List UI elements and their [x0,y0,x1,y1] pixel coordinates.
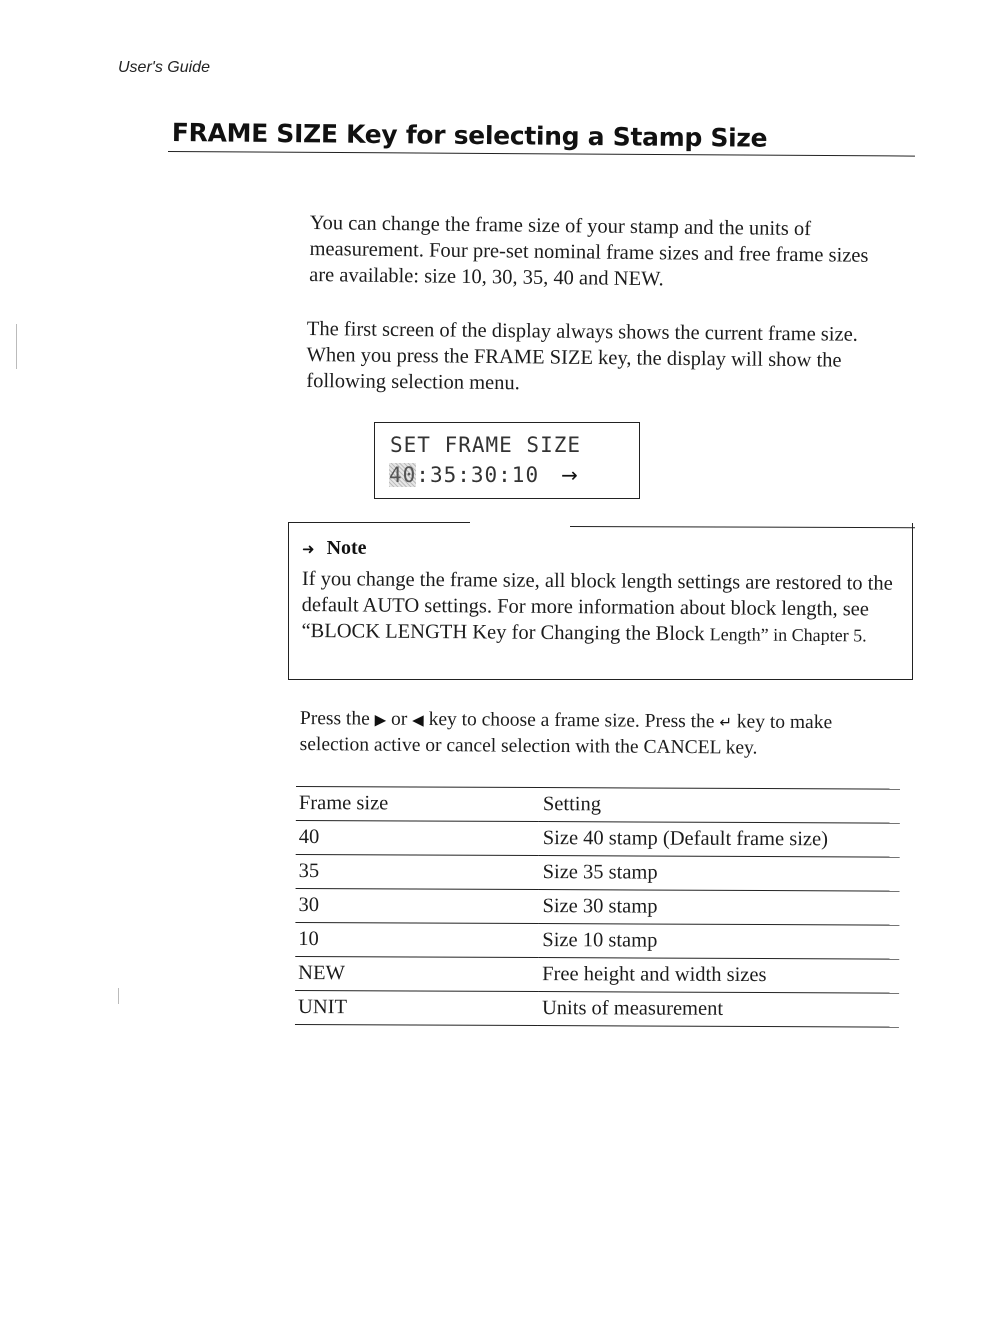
note-heading-text: Note [326,537,367,559]
setting-cell: Units of measurement [538,992,899,1028]
display-paragraph: The first screen of the display always shows the current frame size. When you press the FRAME SIZE key, the display will show the following selection menu. [306,317,858,395]
enter-key-icon: ↵ [719,713,733,732]
note-body [301,566,902,649]
instructions-part-3: key to choose a frame size. Press the [428,709,715,733]
lcd-other-sizes: :35:30:10 [416,463,540,487]
setting-cell: Size 30 stamp [538,890,899,926]
intro-paragraph: You can change the frame size of your stamp and the units of measurement. Four pre-set nominal frame sizes and free frame sizes are available: size 10, 30, 35, 40 and NEW. [309,211,869,291]
frame-size-cell: 40 [296,820,539,855]
instructions-part-4: key to make selection active or cancel selection with the CANCEL key. [299,711,833,759]
table-row [295,990,899,1027]
frame-size-cell: 30 [295,888,538,923]
instructions-paragraph [300,706,900,763]
setting-cell: Size 35 stamp [539,856,900,892]
column-header-frame-size: Frame size [296,787,539,822]
note-heading [302,537,367,560]
lcd-line-2 [389,463,579,487]
frame-size-table [295,786,900,1028]
frame-size-cell: NEW [295,956,538,991]
right-arrow-icon: → [561,463,579,487]
table-row [295,956,899,993]
table-row [295,888,899,925]
table-row [296,854,900,891]
table-row [296,820,900,857]
setting-cell: Free height and width sizes [538,958,899,994]
lcd-selected-size: 40 [389,463,417,487]
section-title: FRAME SIZE Key for selecting a Stamp Size [171,118,768,153]
right-triangle-key-icon: ▶ [374,710,387,729]
instructions-part-1: Press the [299,707,370,730]
frame-size-cell: UNIT [295,990,538,1025]
frame-size-cell: 10 [295,922,538,957]
left-triangle-key-icon: ◀ [412,710,424,729]
setting-cell: Size 40 stamp (Default frame size) [539,822,900,858]
table-header-row [296,787,900,824]
lcd-display [374,422,640,499]
scan-margin-mark [16,324,17,369]
lcd-line-1: SET FRAME SIZE [390,433,582,457]
note-body-text: If you change the frame size, all block length settings are restored to the default AUTO settings. For more information about block length, see “BLOCK LENGTH Key for Changing the Block [301,567,893,646]
note-body-tail: Length” in Chapter 5. [709,624,867,646]
table-row [295,922,899,959]
note-arrow-icon: ➜ [302,540,315,558]
setting-cell: Size 10 stamp [538,924,899,960]
running-header: User's Guide [118,59,210,76]
column-header-setting: Setting [539,788,900,824]
frame-size-cell: 35 [296,854,539,889]
scan-margin-mark [118,988,119,1004]
instructions-part-2: or [390,708,408,730]
